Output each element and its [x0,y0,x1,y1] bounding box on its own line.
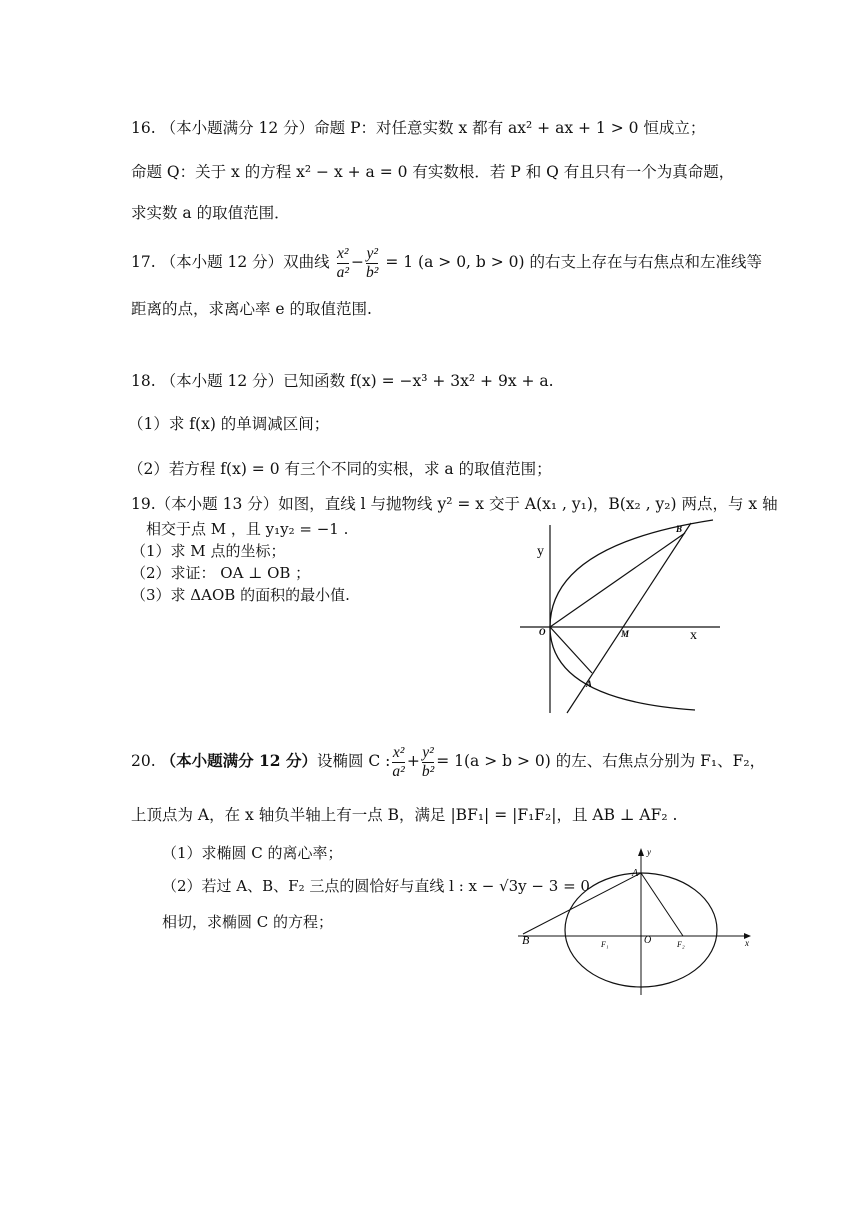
q16-line3: 求实数 a 的取值范围． [131,204,290,222]
q17-line2: 距离的点，求离心率 e 的取值范围. [131,300,372,318]
q19-part1: （1）求 M 点的坐标； [131,542,286,560]
q17-number: 17. [131,253,156,271]
label-A: A [632,868,639,879]
label-A: A [586,679,593,689]
q20-number: 20. [131,752,156,770]
q16-line2: 命题 Q：关于 x 的方程 x² − x + a = 0 有实数根．若 P 和 Q 有且只有一个为真命题， [131,163,735,181]
label-M: M [621,629,630,639]
q19-header: 19.（本小题 13 分）如图，直线 l 与抛物线 y² = x 交于 A(x₁ , y₁)，B(x₂ , y₂) 两点，与 x 轴 [131,495,778,513]
label-O: O [539,627,546,637]
q20-tail: = 1(a > b > 0) 的左、右焦点分别为 F₁、F₂， [436,752,766,770]
q18-number: 18. [131,372,156,390]
q18-part1: （1）求 f(x) 的单调减区间； [128,415,330,433]
segment-AF2 [641,873,683,936]
q20-fraction-x: $\frac{\text{x²}}{\text{a²}}$ [392,743,405,780]
segment-OB [550,533,685,627]
label-F1: F₁ [601,940,609,949]
label-x: x [745,938,749,948]
q20-part2b: 相切，求椭圆 C 的方程； [162,913,334,931]
q16-number: 16. [131,119,156,137]
q20-part2: （2）若过 A、B、F₂ 三点的圆恰好与直线 l : x − √3y − 3 = 0 [162,877,590,895]
q20-line1 [131,743,765,781]
label-y: y [647,847,651,857]
label-F2: F₂ [677,940,685,949]
q17-line1 [131,244,762,282]
q20-lead: 设椭圆 C : [316,752,391,770]
q20-header: （本小题满分 12 分） [160,751,317,770]
q19-line2: 相交于点 M ，且 y₁y₂ = −1 . [146,520,349,538]
q19-part2: （2）求证： OA ⊥ OB ； [131,564,311,582]
label-B: B [676,524,683,534]
y-axis-arrow [638,848,644,856]
label-B: B [522,933,530,947]
segment-AB [523,873,641,934]
segment-OA [550,627,592,673]
q19-part3: （3）求 ΔAOB 的面积的最小值. [131,586,350,604]
q20-line2: 上顶点为 A，在 x 轴负半轴上有一点 B，满足 |BF₁| = |F₁F₂|，且 AB ⊥ AF₂ . [131,806,678,824]
q17-minus: − [351,253,365,271]
label-x: x [690,628,697,643]
q16-header: （本小题满分 12 分） [160,119,315,137]
q16-line1 [131,117,705,139]
q18-part2: （2）若方程 f(x) = 0 有三个不同的实根，求 a 的取值范围； [128,460,552,478]
q18-header: （本小题 12 分）已知函数 f(x) = −x³ + 3x² + 9x + a. [160,372,554,390]
ellipse-figure [515,843,755,998]
q20-fraction-y: $\frac{\text{y²}}{\text{b²}}$ [421,743,435,780]
label-y: y [537,544,544,559]
parabola-figure [515,515,725,715]
q16-text: 命题 P：对任意实数 x 都有 ax² + ax + 1 > 0 恒成立； [314,119,706,137]
q20-plus: + [406,752,420,770]
q17-header: （本小题 12 分）双曲线 [160,253,330,271]
q20-part1: （1）求椭圆 C 的离心率； [162,844,343,862]
q17-tail: = 1 (a > 0, b > 0) 的右支上存在与右焦点和左准线等 [385,253,763,271]
q17-fraction-y: $\frac{\text{y²}}{\text{b²}}$ [366,244,379,281]
q17-fraction-x: $\frac{\text{x²}}{\text{a²}}$ [336,244,350,281]
q18-line1 [131,370,554,392]
label-O: O [644,935,652,946]
